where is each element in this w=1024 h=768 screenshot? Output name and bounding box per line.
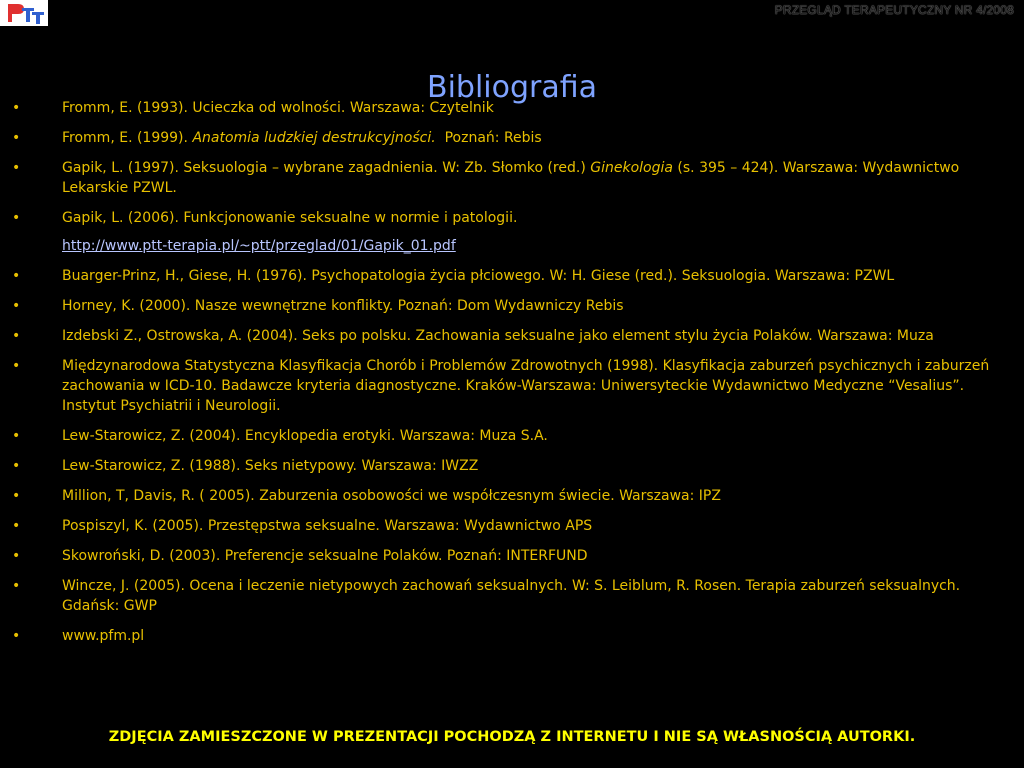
bibliography-list <box>10 98 1000 656</box>
entry-text: www.pfm.pl <box>62 628 145 644</box>
bullet-icon: • <box>12 578 21 594</box>
bibliography-entry <box>10 576 1000 616</box>
entry-text: Pospiszyl, K. (2005). Przestępstwa seksualne. Warszawa: Wydawnictwo APS <box>62 518 593 534</box>
entry-title-italic: Ginekologia <box>590 160 673 176</box>
page-title: Bibliografia <box>426 70 598 106</box>
bibliography-entry <box>10 626 1000 646</box>
entry-text: Gapik, L. (1997). Seksuologia – wybrane zagadnienia. W: Zb. Słomko (red.) <box>62 160 591 176</box>
bibliography-entry <box>10 266 1000 286</box>
entry-text: Lew-Starowicz, Z. (2004). Encyklopedia erotyki. Warszawa: Muza S.A. <box>62 428 548 444</box>
entry-text: Fromm, E. (1999). <box>62 130 193 146</box>
bibliography-entry <box>10 486 1000 506</box>
entry-text: Izdebski Z., Ostrowska, A. (2004). Seks po polsku. Zachowania seksualne jako element stylu życia Polaków. Warszawa: Muza <box>62 328 934 344</box>
entry-text: Gapik, L. (2006). Funkcjonowanie seksualne w normie i patologii. <box>62 210 518 226</box>
entry-text: Million, T, Davis, R. ( 2005). Zaburzenia osobowości we współczesnym świecie. Warszawa: IPZ <box>62 488 721 504</box>
bullet-icon: • <box>12 488 21 504</box>
bibliography-entry <box>10 128 1000 148</box>
bibliography-entry <box>10 516 1000 536</box>
bibliography-entry <box>10 456 1000 476</box>
bibliography-entry <box>10 356 1000 416</box>
bibliography-entry <box>10 208 1000 228</box>
entry-text: Wincze, J. (2005). Ocena i leczenie nietypowych zachowań seksualnych. W: S. Leiblum, R. Rosen. Terapia zaburzeń seksualnych. Gdańsk: GWP <box>62 578 961 614</box>
bibliography-entry <box>10 546 1000 566</box>
bibliography-entry <box>10 296 1000 316</box>
footer-note: ZDJĘCIA ZAMIESZCZONE W PREZENTACJI POCHODZĄ Z INTERNETU I NIE SĄ WŁASNOŚCIĄ AUTORKI. <box>108 729 916 745</box>
bibliography-entry <box>10 426 1000 446</box>
bullet-icon: • <box>12 358 21 374</box>
bullet-icon: • <box>12 298 21 314</box>
entry-text: Fromm, E. (1993). Ucieczka od wolności. Warszawa: Czytelnik <box>62 100 494 116</box>
bullet-icon: • <box>12 518 21 534</box>
bullet-icon: • <box>12 428 21 444</box>
entry-text: Horney, K. (2000). Nasze wewnętrzne konflikty. Poznań: Dom Wydawniczy Rebis <box>62 298 624 314</box>
bullet-icon: • <box>12 268 21 284</box>
bibliography-entry <box>10 98 1000 118</box>
bullet-icon: • <box>12 100 21 116</box>
bullet-icon: • <box>12 130 21 146</box>
entry-text: Międzynarodowa Statystyczna Klasyfikacja Chorób i Problemów Zdrowotnych (1998). Klasyfikacja zaburzeń psychicznych i zaburzeń zachowania w ICD-10. Badawcze kryteria diagnostyczne. Kraków-Warszawa: Uniwersyteckie Wydawnictwo Medyczne “Vesalius”. Instytut Psychiatrii i Neurologii. <box>62 358 990 414</box>
bibliography-entry <box>10 158 1000 198</box>
entry-text: Lew-Starowicz, Z. (1988). Seks nietypowy. Warszawa: IWZZ <box>62 458 479 474</box>
bibliography-link-item <box>10 236 1000 256</box>
bullet-icon: • <box>12 328 21 344</box>
entry-text: Skowroński, D. (2003). Preferencje seksualne Polaków. Poznań: INTERFUND <box>62 548 588 564</box>
journal-header: PRZEGLĄD TERAPEUTYCZNY NR 4/2008 <box>774 3 1014 17</box>
entry-text: Buarger-Prinz, H., Giese, H. (1976). Psychopatologia życia płciowego. W: H. Giese (red.). Seksuologia. Warszawa: PZWL <box>62 268 895 284</box>
reference-link[interactable]: http://www.ptt-terapia.pl/~ptt/przeglad/01/Gapik_01.pdf <box>62 238 456 254</box>
entry-title-italic: Anatomia ludzkiej destrukcyjności. <box>192 130 436 146</box>
ptt-logo-icon <box>0 0 48 26</box>
entry-text-continued: (s. 395 – 424). Warszawa: Wydawnictwo Lekarskie PZWL. <box>62 160 964 196</box>
bullet-icon: • <box>12 628 21 644</box>
bibliography-entry <box>10 326 1000 346</box>
bullet-icon: • <box>12 210 21 226</box>
bullet-icon: • <box>12 160 21 176</box>
bullet-icon: • <box>12 548 21 564</box>
entry-text-continued: Poznań: Rebis <box>435 130 542 146</box>
bullet-icon: • <box>12 458 21 474</box>
